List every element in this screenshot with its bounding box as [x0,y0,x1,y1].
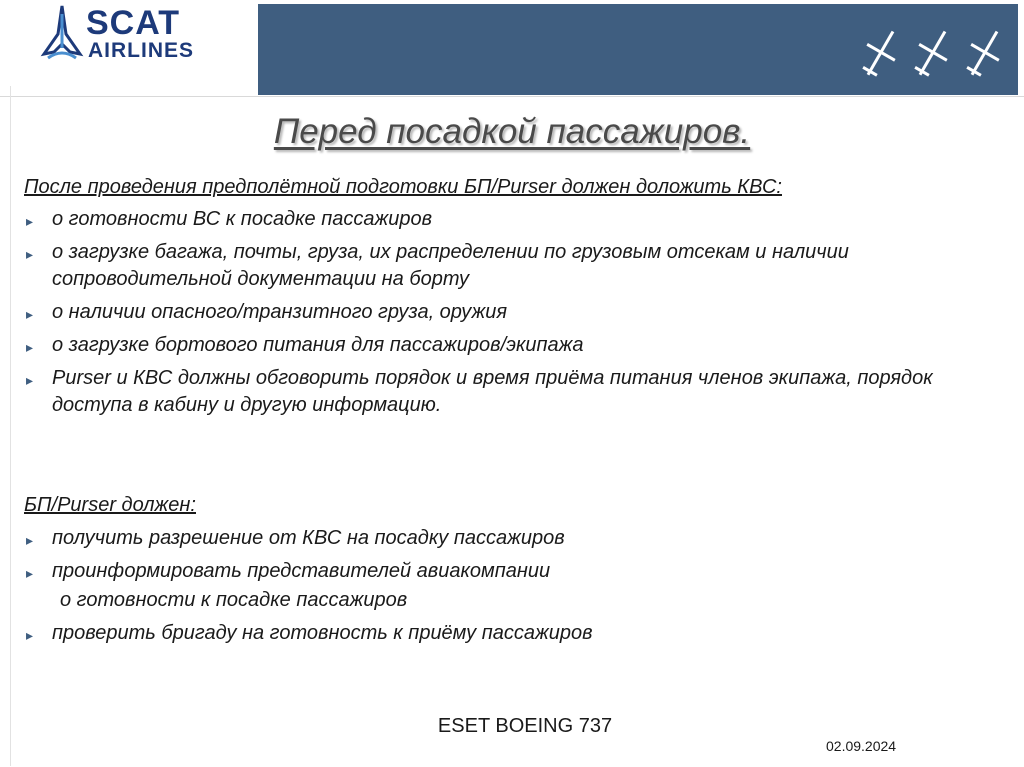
arrow-bullet-icon: ▸ [26,565,34,581]
airplane-icon [912,26,952,82]
list-item: ▸ о готовности ВС к посадке пассажиров [24,206,984,233]
list-item: ▸ о наличии опасного/транзитного груза, оружия [24,299,984,326]
section1-list [24,206,984,425]
arrow-bullet-icon: ▸ [26,213,34,229]
footer-course-label: ESET BOEING 737 [437,715,613,737]
list-item-continuation: о готовности к посадке пассажиров [60,589,408,611]
footer-date: 02.09.2024 [826,738,897,754]
arrow-bullet-icon: ▸ [26,372,34,388]
header-divider [0,96,1024,97]
scat-emblem-icon [40,4,84,62]
arrow-bullet-icon: ▸ [26,246,34,262]
list-item: ▸ о загрузке багажа, почты, груза, их распределении по грузовым отсекам и наличии сопроводительной документации на борту [26,241,849,290]
airplane-icon [964,26,1004,82]
arrow-bullet-icon: ▸ [26,532,34,548]
arrow-bullet-icon: ▸ [26,306,34,322]
arrow-bullet-icon: ▸ [26,627,34,643]
list-item: ▸ Purser и КВС должны обговорить порядок и время приёма питания членов экипажа, порядок доступа в кабину и другую информацию. [26,367,933,416]
section2-list [24,525,984,653]
arrow-bullet-icon: ▸ [26,339,34,355]
header-band [258,4,1018,95]
logo-name: SCAT [86,4,181,42]
section2-heading: БП/Purser должен: [24,494,196,516]
list-item: ▸ проинформировать представителей авиакомпании [24,558,984,585]
scat-logo [40,4,220,66]
section1-heading: После проведения предполётной подготовки БП/Purser должен доложить КВС: [24,176,782,198]
airplane-icon [860,26,900,82]
slide-title: Перед посадкой пассажиров. [273,112,751,151]
left-margin-line [10,86,11,766]
list-item: ▸ о загрузке бортового питания для пассажиров/экипажа [24,332,984,359]
list-item: ▸ проверить бригаду на готовность к приёму пассажиров [24,620,984,647]
logo-subname: AIRLINES [88,39,195,62]
list-item: ▸ получить разрешение от КВС на посадку пассажиров [24,525,984,552]
